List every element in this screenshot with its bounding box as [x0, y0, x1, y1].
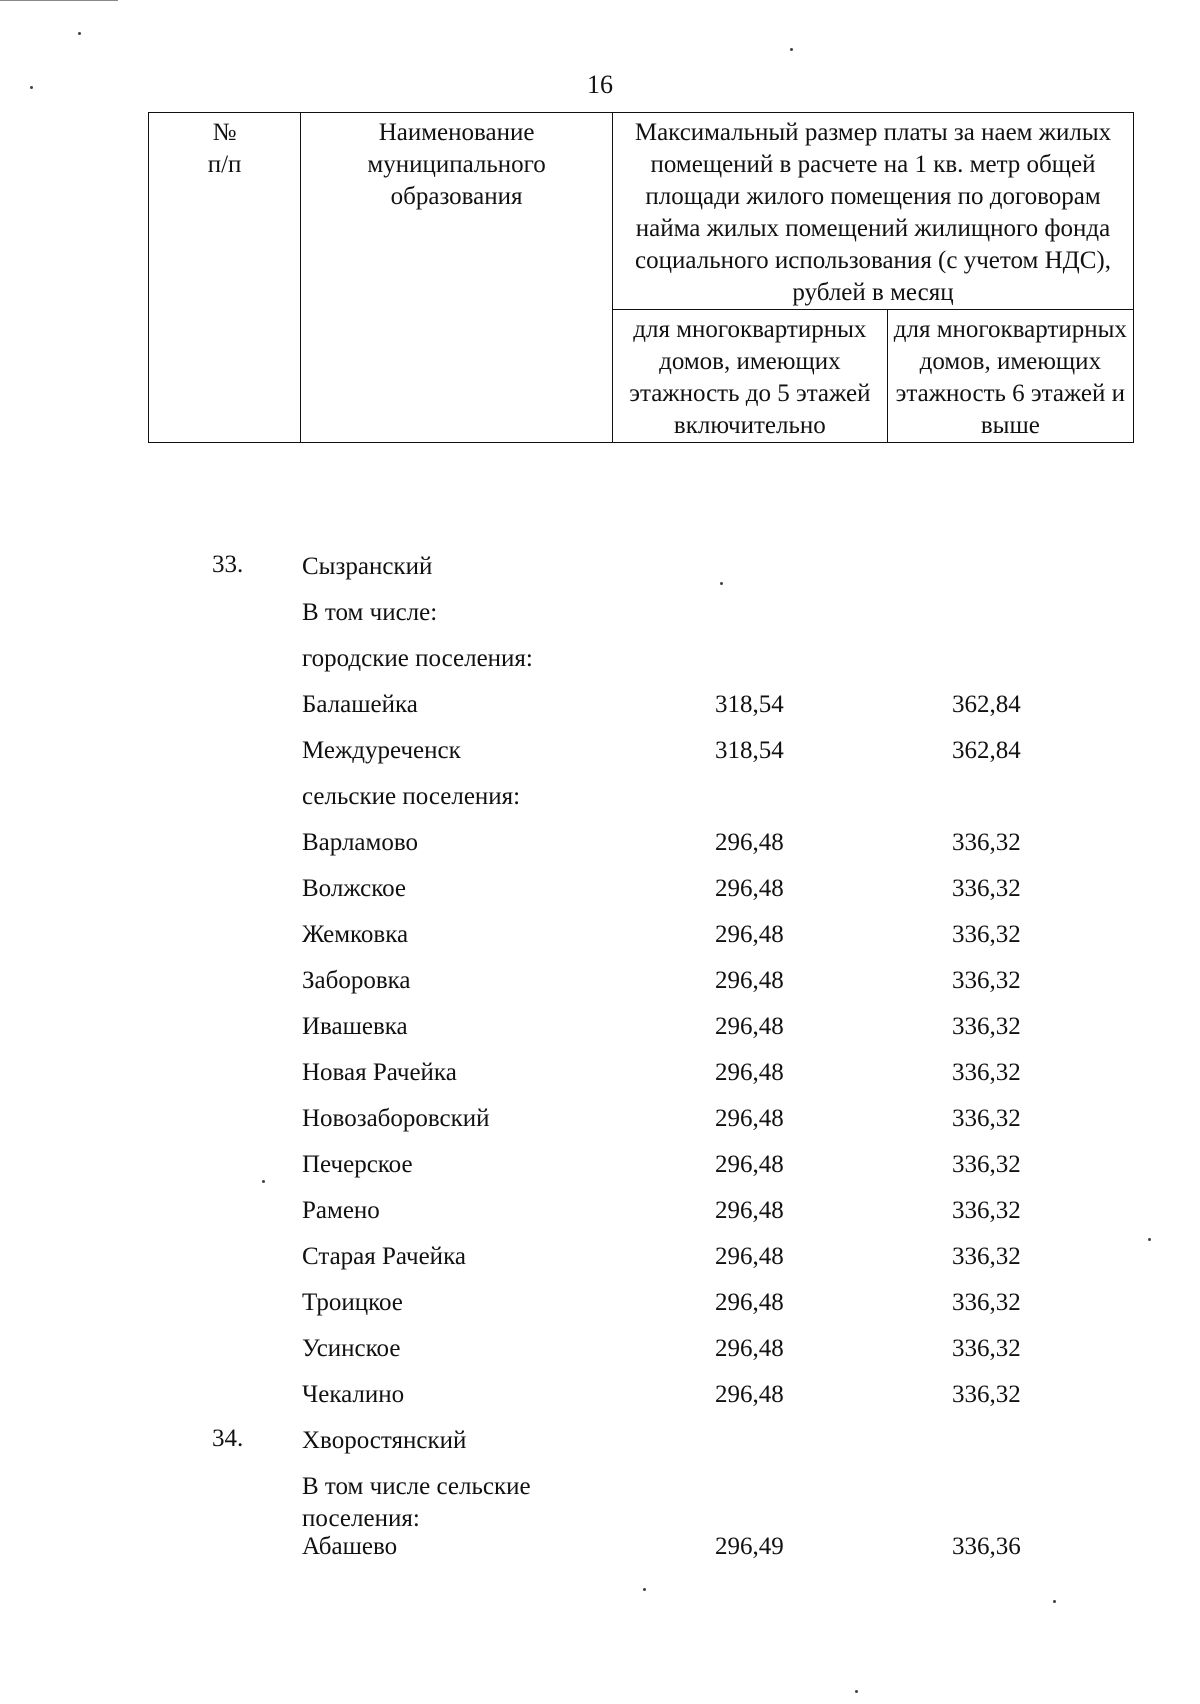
- row-name: Сызранский: [302, 553, 433, 580]
- row-name: Заборовка: [302, 967, 411, 994]
- row-value-high-rise: 336,32: [952, 1105, 1021, 1132]
- row-value-low-rise: 296,48: [715, 1197, 784, 1224]
- scan-speck: [790, 48, 793, 51]
- scan-speck: [262, 1180, 265, 1183]
- row-value-low-rise: 296,48: [715, 921, 784, 948]
- table-row: [0, 819, 1200, 865]
- table-row: [0, 589, 1200, 635]
- row-value-low-rise: 296,48: [715, 1059, 784, 1086]
- row-name: Старая Рачейка: [302, 1243, 466, 1270]
- row-value-high-rise: 336,32: [952, 1197, 1021, 1224]
- table-row: [0, 1233, 1200, 1279]
- table-row: [0, 727, 1200, 773]
- header-col-group: Максимальный размер платы за наем жилых помещений в расчете на 1 кв. метр общей площади жилого помещения по договорам найма жилых помещений жилищного фонда социального использования (с учетом НДС), рублей в месяц: [613, 113, 1134, 310]
- scan-speck: [1148, 1238, 1151, 1241]
- row-value-high-rise: 336,32: [952, 1151, 1021, 1178]
- table-row: [0, 1095, 1200, 1141]
- row-name: Новая Рачейка: [302, 1059, 457, 1086]
- scan-speck: [855, 1690, 858, 1693]
- row-value-low-rise: 318,54: [715, 737, 784, 764]
- table-row: [0, 1141, 1200, 1187]
- row-name: Волжское: [302, 875, 407, 902]
- table-row: [0, 681, 1200, 727]
- scan-speck: [643, 1588, 646, 1591]
- header-col-high-rise: для многоквартирных домов, имеющих этажность 6 этажей и выше: [887, 310, 1133, 443]
- row-name: Хворостянский: [302, 1427, 467, 1454]
- header-col-number: № п/п: [149, 113, 301, 443]
- row-value-low-rise: 318,54: [715, 691, 784, 718]
- scan-artifact-line: [0, 0, 118, 1]
- row-value-high-rise: 336,32: [952, 1243, 1021, 1270]
- row-name: Усинское: [302, 1335, 401, 1362]
- row-name: Балашейка: [302, 691, 418, 718]
- page-number: 16: [587, 70, 613, 99]
- row-name: Варламово: [302, 829, 418, 856]
- row-name: Печерское: [302, 1151, 413, 1178]
- row-number: 34.: [212, 1425, 244, 1452]
- row-value-high-rise: 336,32: [952, 1289, 1021, 1316]
- row-value-high-rise: 336,32: [952, 1381, 1021, 1408]
- row-name: сельские поселения:: [302, 783, 521, 810]
- row-value-low-rise: 296,49: [715, 1533, 784, 1560]
- table-row: [0, 1325, 1200, 1371]
- row-value-low-rise: 296,48: [715, 1381, 784, 1408]
- table-row: [0, 543, 1200, 589]
- table-row: [0, 1187, 1200, 1233]
- row-value-high-rise: 362,84: [952, 737, 1021, 764]
- table-row: [0, 1003, 1200, 1049]
- row-name: Троицкое: [302, 1289, 403, 1316]
- row-value-high-rise: 336,32: [952, 921, 1021, 948]
- row-name: Рамено: [302, 1197, 380, 1224]
- row-value-high-rise: 336,32: [952, 875, 1021, 902]
- row-name: Жемковка: [302, 921, 409, 948]
- row-value-low-rise: 296,48: [715, 1013, 784, 1040]
- row-name: Новозаборовский: [302, 1105, 490, 1132]
- row-value-high-rise: 336,32: [952, 1013, 1021, 1040]
- header-col-low-rise: для многоквартирных домов, имеющих этажность до 5 этажей включительно: [613, 310, 888, 443]
- row-name: Междуреченск: [302, 737, 461, 764]
- table-row: [0, 1523, 1200, 1569]
- row-value-low-rise: 296,48: [715, 829, 784, 856]
- table-row: [0, 1417, 1200, 1463]
- row-value-low-rise: 296,48: [715, 875, 784, 902]
- header-col-name: Наименование муниципального образования: [301, 113, 613, 443]
- row-value-high-rise: 336,32: [952, 829, 1021, 856]
- table-row: [0, 911, 1200, 957]
- scan-speck: [30, 86, 33, 89]
- row-name: Ивашевка: [302, 1013, 408, 1040]
- table-row: [0, 1049, 1200, 1095]
- table-row: [0, 1463, 1200, 1532]
- scan-speck: [78, 32, 81, 35]
- scan-speck: [1053, 1600, 1056, 1603]
- table-body: [0, 543, 1200, 1569]
- row-value-high-rise: 336,32: [952, 967, 1021, 994]
- row-value-low-rise: 296,48: [715, 967, 784, 994]
- row-value-high-rise: 336,32: [952, 1335, 1021, 1362]
- scan-speck: [720, 582, 723, 585]
- table-row: [0, 1371, 1200, 1417]
- row-value-low-rise: 296,48: [715, 1335, 784, 1362]
- row-value-low-rise: 296,48: [715, 1151, 784, 1178]
- row-number: 33.: [212, 551, 244, 578]
- row-value-low-rise: 296,48: [715, 1105, 784, 1132]
- row-value-high-rise: 362,84: [952, 691, 1021, 718]
- table-row: [0, 1279, 1200, 1325]
- row-name: В том числе:: [302, 599, 438, 626]
- table-header: [148, 112, 1134, 443]
- table-row: [0, 957, 1200, 1003]
- table-row: [0, 635, 1200, 681]
- table-row: [0, 773, 1200, 819]
- row-value-low-rise: 296,48: [715, 1289, 784, 1316]
- row-name: городские поселения:: [302, 645, 533, 672]
- row-name: Чекалино: [302, 1381, 405, 1408]
- row-value-low-rise: 296,48: [715, 1243, 784, 1270]
- row-name: В том числе сельские поселения:: [302, 1473, 531, 1532]
- row-value-high-rise: 336,32: [952, 1059, 1021, 1086]
- table-row: [0, 865, 1200, 911]
- row-value-high-rise: 336,36: [952, 1533, 1021, 1560]
- row-name: Абашево: [302, 1533, 398, 1560]
